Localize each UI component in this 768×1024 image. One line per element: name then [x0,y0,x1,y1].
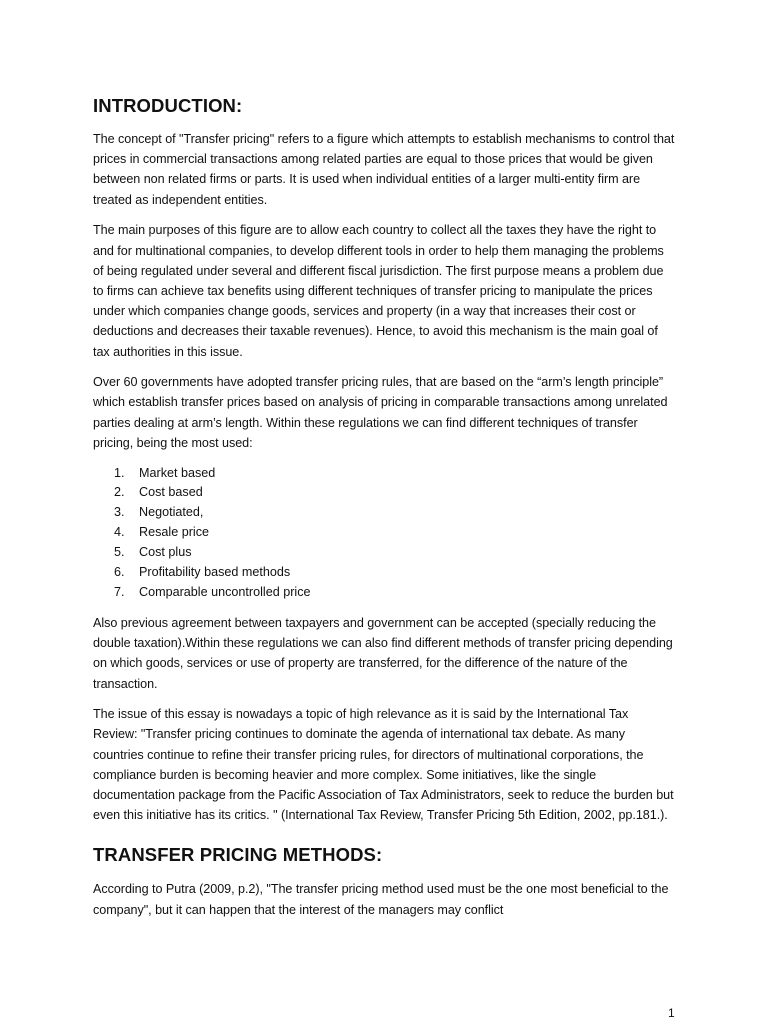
list-item [93,503,675,523]
list-item [93,464,675,484]
heading-introduction: INTRODUCTION: [93,95,243,116]
list-item-number: 5. [114,545,125,560]
list-item-number: 3. [114,505,125,520]
list-item [93,483,675,503]
list-item-text: Negotiated, [139,505,204,520]
list-item-number: 4. [114,525,125,540]
techniques-list [93,464,675,603]
paragraph-after-list-2: The issue of this essay is nowadays a topic of high relevance as it is said by the International Tax Review: "Transfer pricing continues to dominate the agenda of international tax debate. As many countries continue to refine their transfer pricing rules, for directors of multinational corporations, the compliance burden is becoming heavier and more complex. Some initiatives, like the single documentation package from the Pacific Association of Tax Administrators, seek to reduce the burden but even this initiative has its critics. " (International Tax Review, Transfer Pricing 5th Edition, 2002, pp.181.). [93,707,674,823]
list-item-number: 6. [114,565,125,580]
list-item-number: 2. [114,485,125,500]
list-item [93,563,675,583]
paragraph-intro-3: Over 60 governments have adopted transfer pricing rules, that are based on the “arm’s length principle” which establish transfer prices based on analysis of pricing in comparable transactions among unrelated parties dealing at arm’s length. Within these regulations we can find different techniques of transfer pricing, being the most used: [93,375,668,450]
list-item-number: 1. [114,465,125,480]
paragraph-methods-1: According to Putra (2009, p.2), "The transfer pricing method used must be the one most beneficial to the company", but it can happen that the interest of the managers may conflict [93,882,669,917]
list-item-text: Cost based [139,485,203,500]
list-item-text: Comparable uncontrolled price [139,584,311,599]
page-number: 1 [668,1006,675,1020]
document-body [93,92,675,930]
list-item [93,543,675,563]
paragraph-intro-2: The main purposes of this figure are to allow each country to collect all the taxes they have the right to and for multinational companies, to develop different tools in order to help them managing the problems of being regulated under several and different fiscal jurisdiction. The first purpose means a problem due to firms can achieve tax benefits using different techniques of transfer pricing to manipulate the prices under which companies change goods, services and property (in a way that increases their cost or deductions and decreases their taxable revenues). Hence, to avoid this mechanism is the main goal of tax authorities in this issue. [93,223,664,359]
heading-transfer-pricing-methods: TRANSFER PRICING METHODS: [93,844,383,866]
paragraph-intro-1: The concept of "Transfer pricing" refers to a figure which attempts to establish mechanisms to control that prices in commercial transactions among related parties are equal to those prices that would be given between non related firms or parts. It is used when individual entities of a larger multi-entity firm are treated as independent entities. [93,132,675,207]
list-item-text: Resale price [139,525,209,540]
paragraph-after-list-1: Also previous agreement between taxpayers and government can be accepted (specially reducing the double taxation).Within these regulations we can also find different methods of transfer pricing depending on which goods, services or use of property are transferred, for the difference of the nature of the transaction. [93,615,673,691]
list-item [93,523,675,543]
list-item-text: Profitability based methods [139,565,291,580]
list-item-text: Cost plus [139,545,192,560]
list-item-text: Market based [139,465,216,480]
list-item [93,583,675,603]
list-item-number: 7. [114,584,125,599]
